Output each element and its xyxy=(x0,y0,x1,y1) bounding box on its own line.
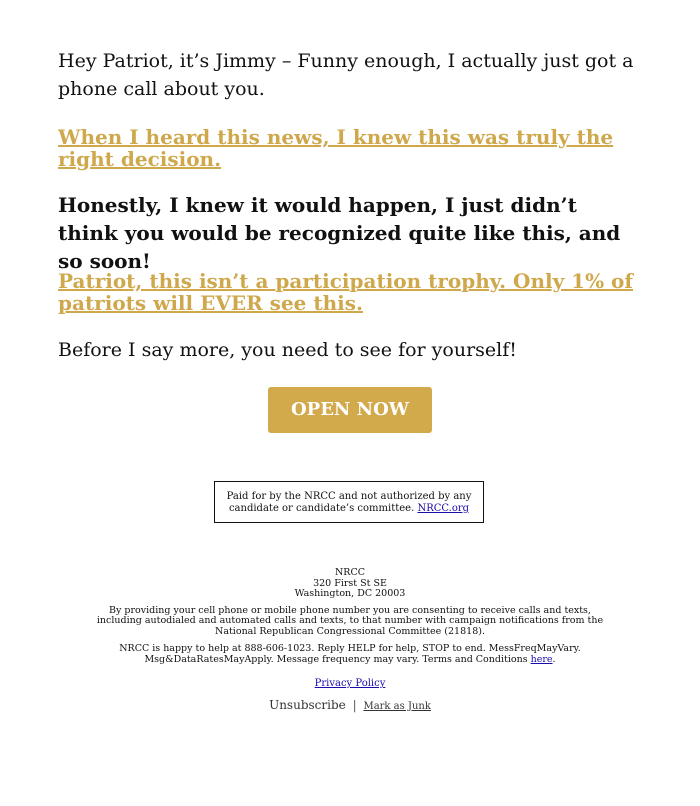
footer-address-line1: 320 First St SE xyxy=(313,577,387,589)
terms-link[interactable]: here xyxy=(530,653,553,665)
disclaimer-text: Paid for by the NRCC and not authorized by any candidate or candidate’s committee. xyxy=(226,491,472,514)
email-footer xyxy=(96,568,604,712)
privacy-policy-link[interactable]: Privacy Policy xyxy=(314,678,386,689)
participation-trophy-link[interactable]: Patriot, this isn’t a participation trophy. Only 1% of patriots will EVER see this. xyxy=(58,269,633,315)
footer-address-line2: Washington, DC 20003 xyxy=(294,588,406,599)
help-text: NRCC is happy to help at 888-606-1023. Reply HELP for help, STOP to end. MessFreqMayVary. Msg&DataRatesMayApply. Message frequency may vary. Terms and Conditions xyxy=(119,643,581,665)
greeting-paragraph: Hey Patriot, it’s Jimmy – Funny enough, I actually just got a phone call about you. xyxy=(58,50,634,100)
open-now-button[interactable]: OPEN NOW xyxy=(268,387,432,433)
news-link[interactable]: When I heard this news, I knew this was truly the right decision. xyxy=(58,125,614,171)
unsubscribe-link[interactable]: Unsubscribe xyxy=(269,697,346,712)
help-text-paragraph: NRCC is happy to help at 888-606-1023. Reply HELP for help, STOP to end. MessFreqMayVary. Msg&DataRatesMayApply. Message frequency may vary. Terms and Conditions here. xyxy=(119,643,581,665)
footer-org: NRCC xyxy=(334,567,365,578)
consent-text: By providing your cell phone or mobile phone number you are consenting to receive calls and texts, including autodialed and automated calls and texts, to that number with campaign notifications from the National Republican Congressional Committee (21818). xyxy=(96,604,604,637)
nrcc-org-link[interactable]: NRCC.org xyxy=(417,503,470,514)
recognition-paragraph: Honestly, I knew it would happen, I just didn’t think you would be recognized quite like this, and so soon! xyxy=(58,193,621,273)
see-yourself-paragraph: Before I say more, you need to see for yourself! xyxy=(58,339,517,361)
unsubscribe-row xyxy=(96,697,604,713)
separator: | xyxy=(352,697,357,712)
paid-for-disclaimer xyxy=(214,481,484,523)
mark-as-junk-link[interactable]: Mark as Junk xyxy=(363,700,431,712)
